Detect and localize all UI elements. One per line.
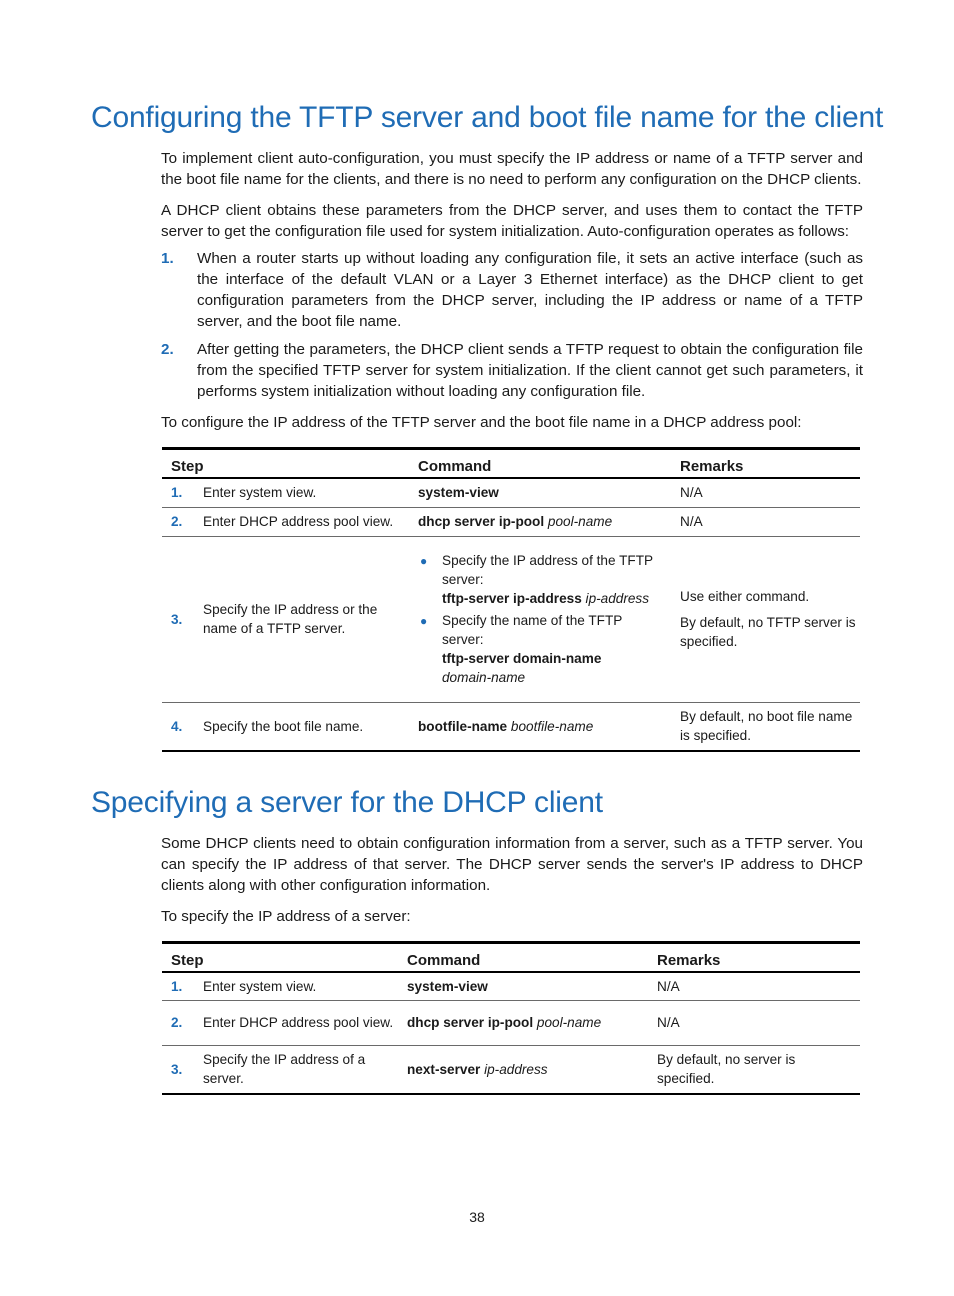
bullet-icon: ●: [420, 614, 428, 628]
command-keyword: next-server: [407, 1061, 481, 1077]
command-cell: [398, 972, 648, 1000]
remarks-cell: N/A: [648, 972, 860, 1000]
command-keyword: tftp-server domain-name: [442, 651, 602, 666]
table-header-row: [162, 449, 860, 479]
step-number: 1.: [162, 972, 195, 1000]
list-number: 2.: [161, 341, 174, 358]
command-argument: ip-address: [484, 1061, 548, 1077]
tftp-config-table: [162, 447, 860, 752]
command-argument: bootfile-name: [510, 718, 594, 734]
table-row: [162, 478, 860, 507]
step-description: Specify the IP address of a server.: [195, 1045, 398, 1094]
step-description: Enter system view.: [195, 972, 398, 1000]
paragraph: To configure the IP address of the TFTP server and the boot file name in a DHCP address pool:: [161, 414, 802, 431]
command-keyword: dhcp server ip-pool: [418, 514, 545, 529]
command-cell: [409, 507, 671, 536]
paragraph: To implement client auto-configuration, you must specify the IP address or name of a TFTP server and the boot file name for the clients, and there is no need to perform any configuration on the DHCP clients.: [161, 150, 863, 188]
command-argument: pool-name: [547, 514, 613, 529]
table-row: [162, 507, 860, 536]
step-number: 2.: [162, 1000, 195, 1045]
step-number: 3.: [162, 1045, 195, 1094]
bullet-icon: ●: [420, 554, 428, 568]
remarks-cell: N/A: [671, 507, 860, 536]
table-row: [162, 536, 860, 702]
paragraph: To specify the IP address of a server:: [161, 908, 411, 925]
bullet-text: Specify the IP address of the TFTP server:: [442, 553, 653, 587]
remarks-cell: N/A: [648, 1000, 860, 1045]
remarks-line: Use either command.: [680, 589, 810, 604]
list-item: When a router starts up without loading any configuration file, it sets an active interface (such as the interface of the default VLAN or a Layer 3 Ethernet interface) as the DHCP client to get configuration parameters from the DHCP server, including the IP address or name of a TFTP server, and the boot file name.: [197, 250, 863, 330]
header-command: Command: [398, 943, 648, 973]
step-description: Specify the IP address or the name of a TFTP server.: [195, 536, 409, 702]
page-number: 38: [469, 1209, 485, 1225]
remarks-line: By default, no TFTP server is specified.: [680, 615, 856, 649]
command-cell: [409, 478, 671, 507]
remarks-cell: By default, no boot file name is specified.: [671, 702, 860, 751]
command-argument: domain-name: [442, 670, 526, 685]
table-row: [162, 972, 860, 1000]
command-keyword: system-view: [418, 485, 499, 501]
step-description: Enter system view.: [195, 478, 409, 507]
header-step: Step: [162, 943, 398, 973]
remarks-cell: By default, no server is specified.: [648, 1045, 860, 1094]
command-bullet-list: [418, 551, 667, 687]
step-number: 3.: [162, 536, 195, 702]
header-command: Command: [409, 449, 671, 479]
command-cell: [398, 1045, 648, 1094]
command-cell: [398, 1000, 648, 1045]
command-cell: [409, 536, 671, 702]
header-remarks: Remarks: [671, 449, 860, 479]
paragraph: A DHCP client obtains these parameters from the DHCP server, and uses them to contact the TFTP server to get the configuration file used for system initialization. Auto-configuration operates as follows:: [161, 202, 863, 240]
command-keyword: system-view: [407, 978, 488, 994]
step-number: 2.: [162, 507, 195, 536]
section-title-server: Specifying a server for the DHCP client: [91, 786, 603, 819]
table-row: [162, 1045, 860, 1094]
section-title-tftp: Configuring the TFTP server and boot file name for the client: [91, 101, 884, 134]
next-server-table: [162, 941, 860, 1095]
step-number: 4.: [162, 702, 195, 751]
bullet-text: Specify the name of the TFTP server:: [442, 613, 623, 647]
command-argument: ip-address: [585, 591, 650, 606]
paragraph: Some DHCP clients need to obtain configuration information from a server, such as a TFTP server. You can specify the IP address of that server. The DHCP server sends the server's IP address to DHCP clients along with other configuration information.: [161, 835, 863, 894]
step-number: 1.: [162, 478, 195, 507]
command-argument: pool-name: [536, 1015, 602, 1030]
table-row: [162, 702, 860, 751]
header-remarks: Remarks: [648, 943, 860, 973]
remarks-cell: N/A: [671, 478, 860, 507]
table-row: [162, 1000, 860, 1045]
command-keyword: bootfile-name: [418, 718, 508, 734]
step-description: Enter DHCP address pool view.: [195, 507, 409, 536]
command-keyword: tftp-server ip-address: [442, 591, 582, 606]
table-header-row: [162, 943, 860, 973]
remarks-cell: [671, 536, 860, 702]
list-item: After getting the parameters, the DHCP client sends a TFTP request to obtain the configuration file from the specified TFTP server for system initialization. If the client cannot get such parameters, it performs system initialization without loading any configuration file.: [197, 341, 863, 400]
header-step: Step: [162, 449, 409, 479]
bullet-item: [418, 611, 667, 687]
step-description: Specify the boot file name.: [195, 702, 409, 751]
step-description: Enter DHCP address pool view.: [195, 1000, 398, 1045]
bullet-item: [418, 551, 667, 608]
list-number: 1.: [161, 250, 174, 267]
command-keyword: dhcp server ip-pool: [407, 1015, 534, 1030]
command-cell: [409, 702, 671, 751]
